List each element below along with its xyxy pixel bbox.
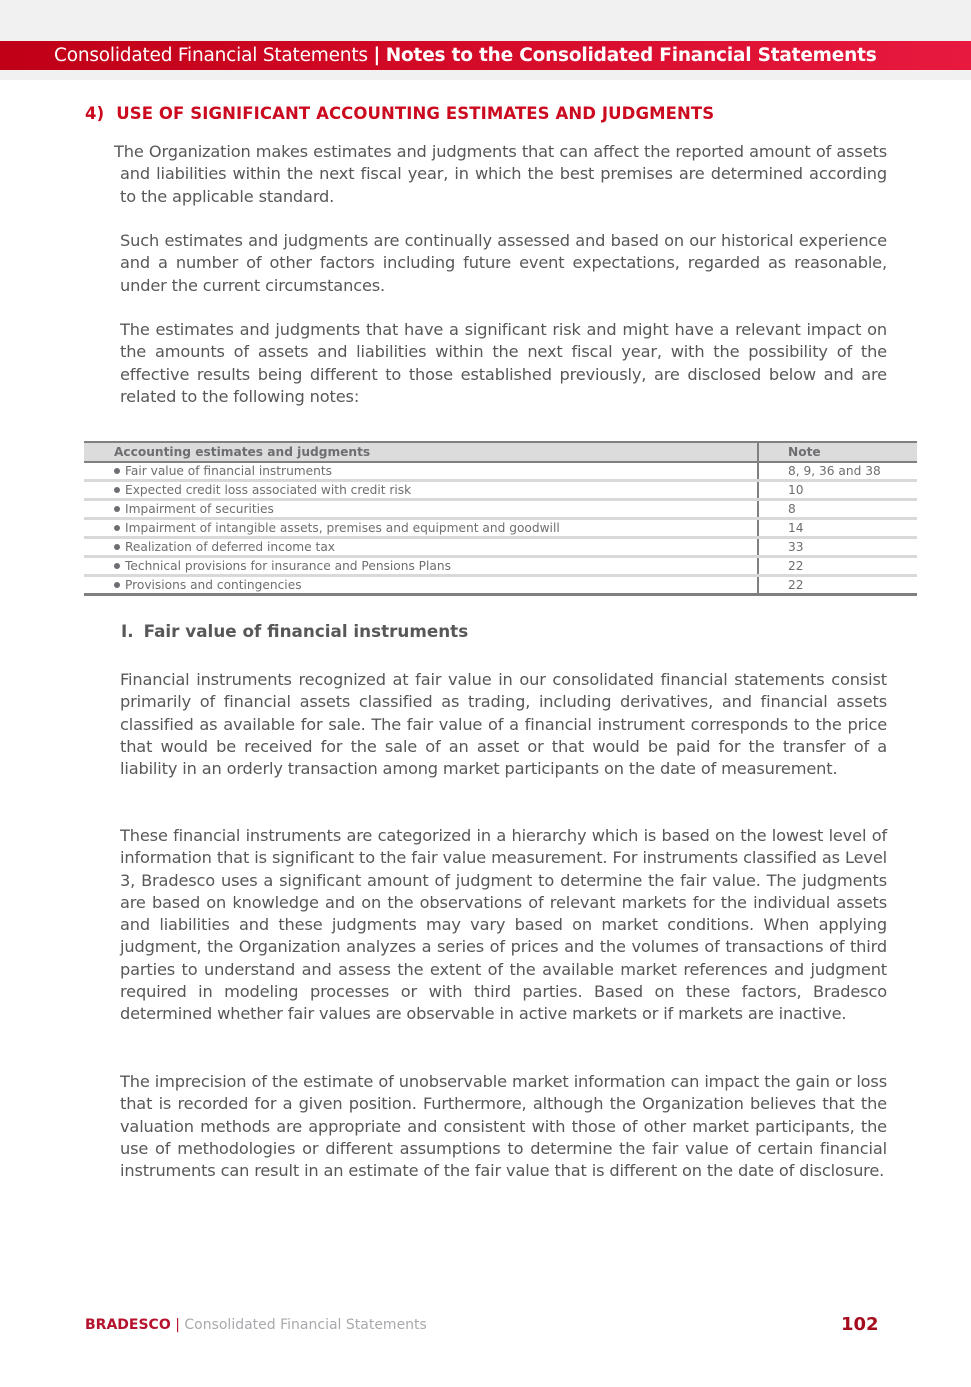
running-header bbox=[0, 41, 971, 70]
bullet-icon bbox=[114, 525, 120, 531]
note-ref: 14 bbox=[758, 519, 917, 538]
bullet-icon bbox=[114, 468, 120, 474]
footer-separator: | bbox=[175, 1317, 180, 1333]
paragraph: Such estimates and judgments are continually assessed and based on our historical experience and a number of other factors including future event expectations, regarded as reasonable, under the current circumstances. bbox=[120, 231, 887, 295]
note-ref: 22 bbox=[758, 557, 917, 576]
bullet-icon bbox=[114, 563, 120, 569]
header-separator: | bbox=[373, 45, 381, 66]
section-number: 4) bbox=[85, 104, 105, 123]
table-row bbox=[84, 538, 917, 557]
table-row bbox=[84, 576, 917, 595]
estimate-item: Fair value of financial instruments bbox=[125, 464, 333, 478]
note-ref: 22 bbox=[758, 576, 917, 595]
bullet-icon bbox=[114, 506, 120, 512]
header-subsection: Notes to the Consolidated Financial Statements bbox=[385, 45, 877, 66]
estimate-item: Impairment of securities bbox=[125, 502, 274, 516]
paragraph: Financial instruments recognized at fair value in our consolidated financial statements consist primarily of financial assets classified as trading, including derivatives, and financial assets classified as available for sale. The fair value of a financial instrument corresponds to the price that would be received for the sale of an asset or that would be paid for the transfer of a liability in an orderly transaction among market participants on the date of measurement. bbox=[120, 670, 887, 779]
paragraph: The imprecision of the estimate of unobservable market information can impact the gain or loss that is recorded for a given position. Furthermore, although the Organization believes that the valuation methods are appropriate and consistent with those of other market participants, the use of methodologies or different assumptions to determine the fair value of certain financial instruments can result in an estimate of the fair value that is different on the date of disclosure. bbox=[120, 1072, 887, 1181]
estimate-item: Expected credit loss associated with credit risk bbox=[125, 483, 412, 497]
subsection-number: I. bbox=[121, 621, 134, 641]
footer-document-title: Consolidated Financial Statements bbox=[184, 1317, 427, 1333]
bullet-icon bbox=[114, 487, 120, 493]
footer-brand: BRADESCO bbox=[85, 1317, 171, 1333]
page-number: 102 bbox=[841, 1314, 879, 1335]
page-footer bbox=[85, 1317, 427, 1333]
column-header-estimates: Accounting estimates and judgments bbox=[84, 442, 758, 462]
section-title-text: USE OF SIGNIFICANT ACCOUNTING ESTIMATES AND JUDGMENTS bbox=[116, 104, 715, 123]
estimate-item: Impairment of intangible assets, premises and equipment and goodwill bbox=[125, 521, 560, 535]
header-section: Consolidated Financial Statements bbox=[54, 45, 368, 66]
note-ref: 8, 9, 36 and 38 bbox=[758, 462, 917, 481]
subsection-title bbox=[121, 621, 468, 641]
estimate-item: Realization of deferred income tax bbox=[125, 540, 336, 554]
subsection-title-text: Fair value of financial instruments bbox=[143, 621, 469, 641]
estimates-table bbox=[84, 441, 917, 596]
estimate-item: Provisions and contingencies bbox=[125, 578, 302, 592]
table-row bbox=[84, 557, 917, 576]
table-row bbox=[84, 481, 917, 500]
paragraph: The Organization makes estimates and judgments that can affect the reported amount of assets and liabilities within the next fiscal year, in which the best premises are determined according to the applicable standard. bbox=[114, 142, 887, 206]
estimate-item: Technical provisions for insurance and Pensions Plans bbox=[125, 559, 451, 573]
note-ref: 10 bbox=[758, 481, 917, 500]
note-ref: 33 bbox=[758, 538, 917, 557]
bullet-icon bbox=[114, 544, 120, 550]
paragraph: The estimates and judgments that have a significant risk and might have a relevant impact on the amounts of assets and liabilities within the next fiscal year, with the possibility of the effective results being different to those established previously, are disclosed below and are related to the following notes: bbox=[120, 320, 887, 406]
table-header-row bbox=[84, 442, 917, 462]
column-header-note: Note bbox=[758, 442, 917, 462]
paragraph: These financial instruments are categorized in a hierarchy which is based on the lowest level of information that is significant to the fair value measurement. For instruments classified as Level 3, Bradesco uses a significant amount of judgment to determine the fair value. The judgments are based on knowledge and on the observations of relevant markets for the individual assets and liabilities and these judgments may vary based on market conditions. When applying judgment, the Organization analyzes a series of prices and the volumes of transactions of third parties to understand and assess the extent of the available market references and judgment required in modeling processes or with third parties. Based on these factors, Bradesco determined whether fair values are observable in active markets or if markets are inactive. bbox=[120, 826, 887, 1024]
table-row bbox=[84, 500, 917, 519]
section-title bbox=[85, 104, 714, 123]
table-row bbox=[84, 462, 917, 481]
note-ref: 8 bbox=[758, 500, 917, 519]
table-row bbox=[84, 519, 917, 538]
bullet-icon bbox=[114, 582, 120, 588]
